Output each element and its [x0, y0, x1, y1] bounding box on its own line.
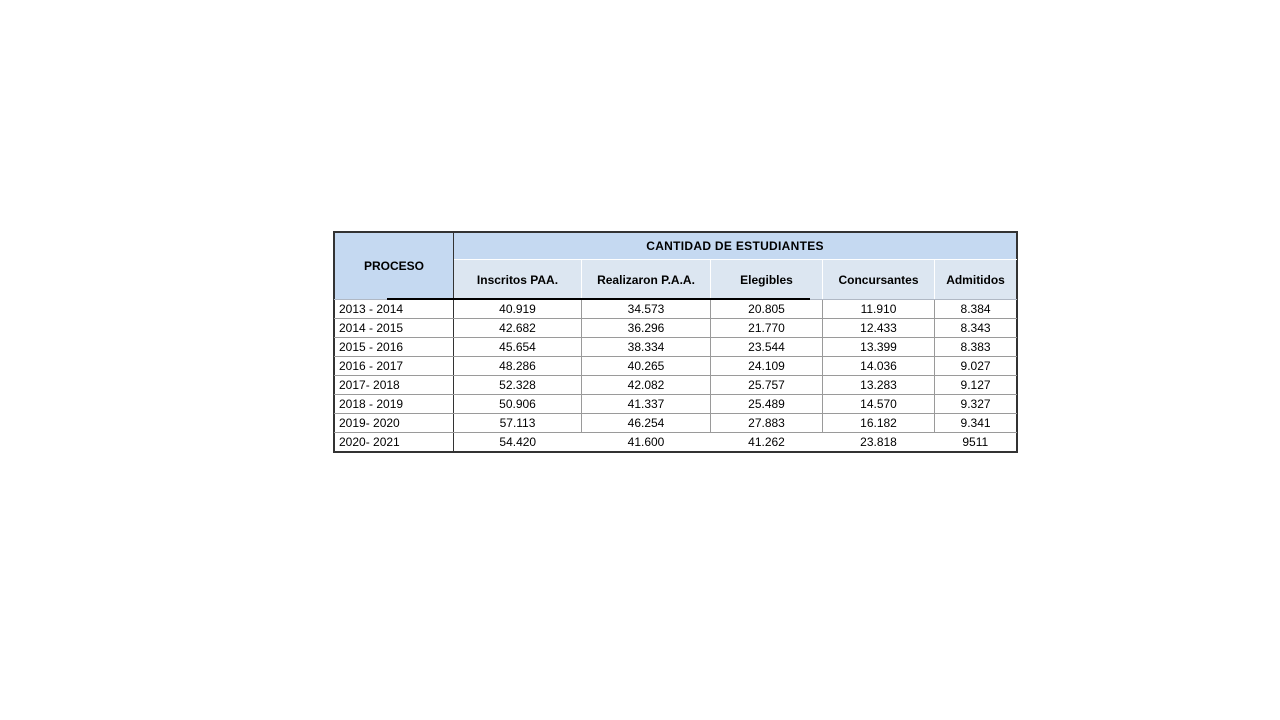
cell-elegibles: 25.757 — [711, 376, 823, 395]
cell-concursantes: 12.433 — [823, 319, 935, 338]
cell-admitidos: 9.127 — [935, 376, 1017, 395]
cell-inscritos: 57.113 — [454, 414, 582, 433]
cell-concursantes: 13.399 — [823, 338, 935, 357]
cell-elegibles: 27.883 — [711, 414, 823, 433]
cell-elegibles: 21.770 — [711, 319, 823, 338]
row-proceso: 2013 - 2014 — [335, 300, 454, 319]
table-row — [335, 433, 1017, 452]
header-elegibles: Elegibles — [711, 260, 823, 300]
cell-inscritos: 48.286 — [454, 357, 582, 376]
cell-realizaron: 40.265 — [582, 357, 711, 376]
cell-realizaron: 36.296 — [582, 319, 711, 338]
students-table — [334, 232, 1017, 452]
header-realizaron: Realizaron P.A.A. — [582, 260, 711, 300]
row-proceso: 2015 - 2016 — [335, 338, 454, 357]
cell-inscritos: 42.682 — [454, 319, 582, 338]
cell-realizaron: 42.082 — [582, 376, 711, 395]
cell-admitidos: 8.384 — [935, 300, 1017, 319]
cell-inscritos: 40.919 — [454, 300, 582, 319]
row-proceso: 2018 - 2019 — [335, 395, 454, 414]
header-inscritos: Inscritos PAA. — [454, 260, 582, 300]
cell-admitidos: 9.327 — [935, 395, 1017, 414]
table-row — [335, 300, 1017, 319]
row-proceso: 2017- 2018 — [335, 376, 454, 395]
cell-admitidos: 8.383 — [935, 338, 1017, 357]
header-admitidos: Admitidos — [935, 260, 1017, 300]
cell-admitidos: 9.341 — [935, 414, 1017, 433]
students-table-container — [334, 232, 1016, 452]
cell-admitidos: 8.343 — [935, 319, 1017, 338]
cell-inscritos: 45.654 — [454, 338, 582, 357]
row-proceso: 2019- 2020 — [335, 414, 454, 433]
table-row — [335, 338, 1017, 357]
table-row — [335, 319, 1017, 338]
cell-concursantes: 11.910 — [823, 300, 935, 319]
cell-admitidos: 9511 — [935, 433, 1017, 452]
row-proceso: 2016 - 2017 — [335, 357, 454, 376]
table-row — [335, 376, 1017, 395]
cell-realizaron: 34.573 — [582, 300, 711, 319]
header-proceso: PROCESO — [335, 233, 454, 300]
row-proceso: 2020- 2021 — [335, 433, 454, 452]
cell-elegibles: 20.805 — [711, 300, 823, 319]
cell-inscritos: 50.906 — [454, 395, 582, 414]
header-concursantes: Concursantes — [823, 260, 935, 300]
header-cantidad-estudiantes: CANTIDAD DE ESTUDIANTES — [454, 233, 1017, 260]
cell-realizaron: 41.337 — [582, 395, 711, 414]
cell-elegibles: 23.544 — [711, 338, 823, 357]
table-row — [335, 395, 1017, 414]
cell-admitidos: 9.027 — [935, 357, 1017, 376]
table-row — [335, 357, 1017, 376]
cell-realizaron: 46.254 — [582, 414, 711, 433]
cell-elegibles: 25.489 — [711, 395, 823, 414]
header-row-group — [335, 233, 1017, 260]
row-proceso: 2014 - 2015 — [335, 319, 454, 338]
cell-inscritos: 52.328 — [454, 376, 582, 395]
table-row — [335, 414, 1017, 433]
cell-elegibles: 24.109 — [711, 357, 823, 376]
header-underline-rule — [387, 298, 810, 300]
cell-concursantes: 16.182 — [823, 414, 935, 433]
cell-concursantes: 14.036 — [823, 357, 935, 376]
cell-realizaron: 41.600 — [582, 433, 711, 452]
cell-elegibles: 41.262 — [711, 433, 823, 452]
cell-realizaron: 38.334 — [582, 338, 711, 357]
cell-inscritos: 54.420 — [454, 433, 582, 452]
cell-concursantes: 23.818 — [823, 433, 935, 452]
cell-concursantes: 13.283 — [823, 376, 935, 395]
cell-concursantes: 14.570 — [823, 395, 935, 414]
